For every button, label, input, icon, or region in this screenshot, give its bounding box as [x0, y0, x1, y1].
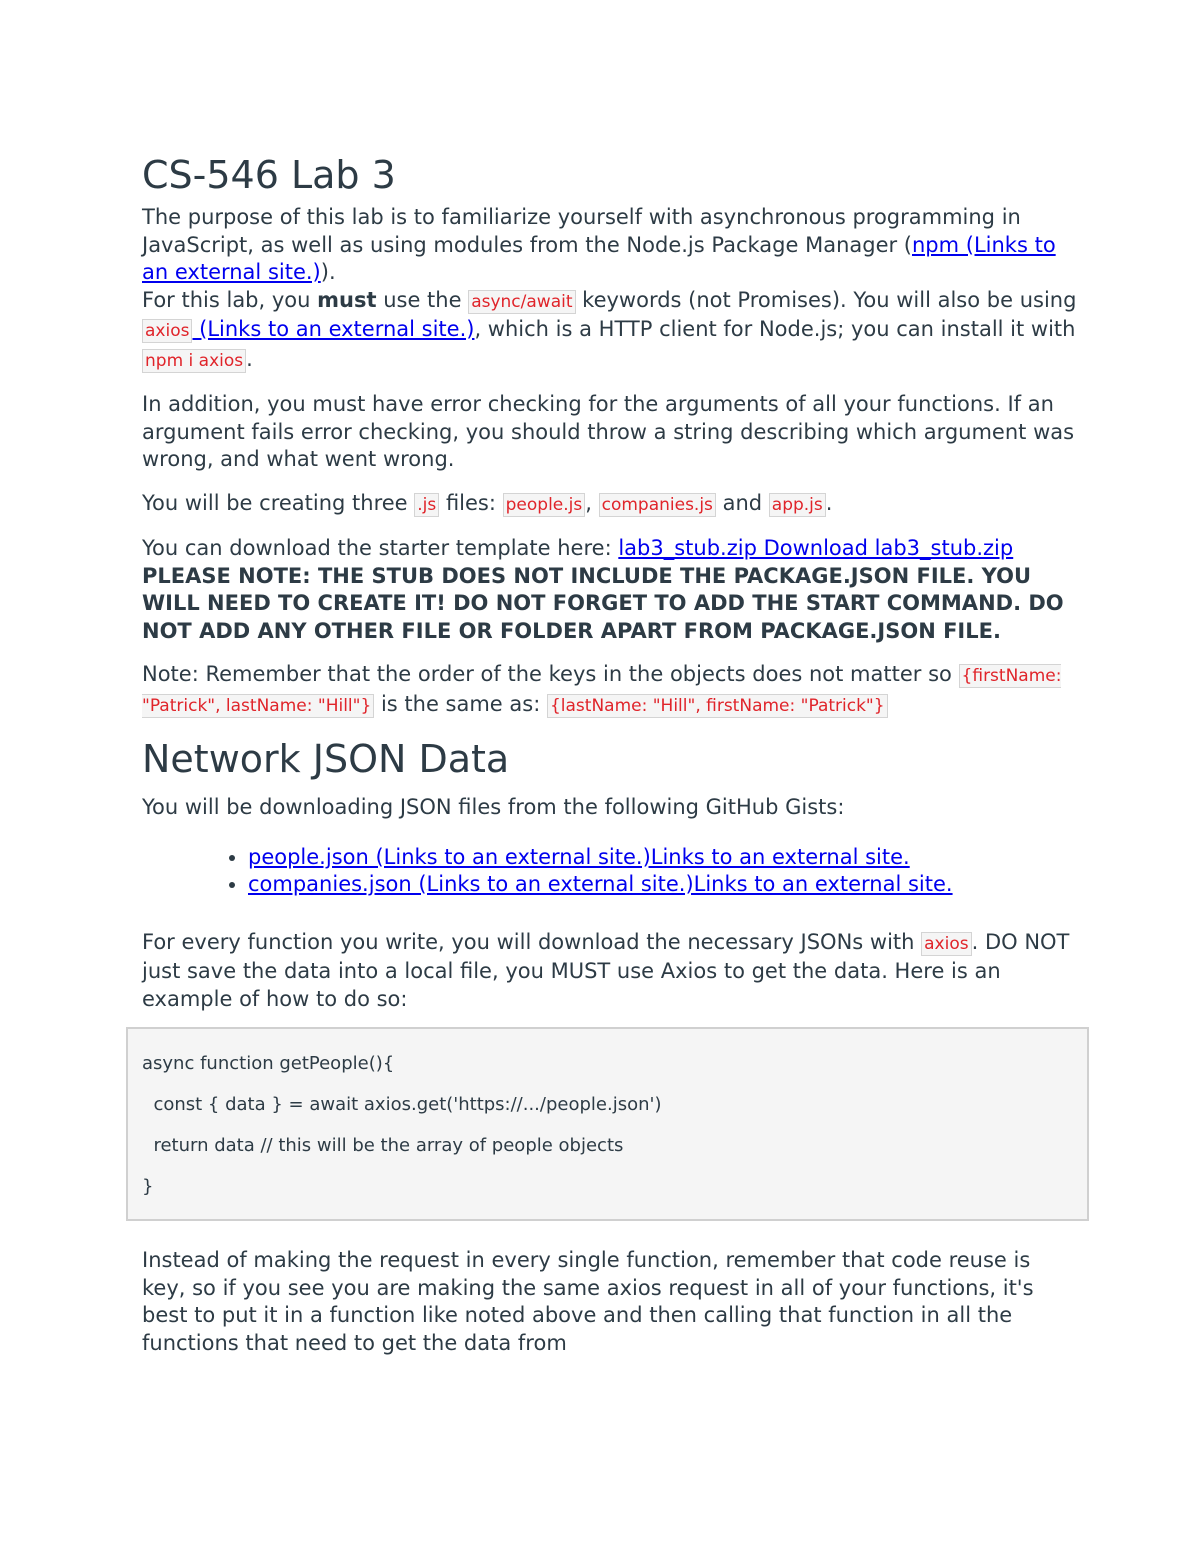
code-line: const { data } = await axios.get('https://.../people.json') — [142, 1094, 662, 1115]
js-extension-code: .js — [414, 493, 439, 517]
stub-download-link[interactable]: lab3_stub.zip Download lab3_stub.zip — [618, 536, 1014, 560]
section-title: Network JSON Data — [142, 737, 510, 781]
note-paragraph — [142, 661, 1077, 720]
list-item — [248, 844, 1077, 872]
companies-json-link[interactable]: companies.json (Links to an external site.)Links to an external site. — [248, 872, 953, 896]
people-json-link[interactable]: people.json (Links to an external site.)Links to an external site. — [248, 844, 910, 869]
async-text-c: keywords (not Promises). You will also be using — [575, 287, 1077, 312]
list-item — [248, 871, 1077, 899]
npm-install-code: npm i axios — [142, 349, 246, 373]
axios-code: axios — [142, 319, 192, 343]
reuse-paragraph: Instead of making the request in every single function, remember that code reuse is key, so if you see you are making the same axios request in all of your functions, it's best to put it in a function like noted above and then calling that function in all the functions that need to get the data from — [142, 1248, 1034, 1355]
page-title: CS-546 Lab 3 — [142, 153, 396, 197]
document-content — [142, 152, 1077, 1373]
companies-js-code: companies.js — [599, 493, 716, 517]
object-example-1-code: {firstName: "Patrick", lastName: "Hill"} — [142, 666, 1062, 716]
axios-text-a: For every function you write, you will download the necessary JSONs with — [142, 929, 922, 954]
files-text-c: , — [585, 490, 599, 515]
code-line: async function getPeople(){ — [142, 1053, 395, 1074]
files-text-a: You will be creating three — [142, 490, 415, 515]
npm-link[interactable]: npm (Links to an external site.) — [142, 232, 1056, 284]
people-js-code: people.js — [503, 493, 586, 517]
axios-inline-code: axios — [921, 932, 971, 956]
async-await-code: async/await — [468, 290, 575, 314]
async-text-b: use the — [376, 287, 469, 312]
app-js-code: app.js — [769, 493, 826, 517]
async-text-e: . — [246, 346, 253, 371]
files-paragraph — [142, 490, 1077, 520]
files-text-e: . — [825, 490, 833, 515]
async-text-a: For this lab, you — [142, 287, 318, 312]
package-json-warning: PLEASE NOTE: THE STUB DOES NOT INCLUDE THE PACKAGE.JSON FILE. YOU WILL NEED TO CREATE IT! DO NOT FORGET TO ADD THE START COMMAND. DO NOT ADD ANY OTHER FILE OR FOLDER APART FROM PACKAGE.JSON FILE. — [142, 563, 1064, 643]
code-line: } — [142, 1176, 154, 1197]
must-emphasis: must — [317, 287, 377, 312]
download-text: You can download the starter template here: — [142, 536, 619, 560]
gists-intro: You will be downloading JSON files from the following GitHub Gists: — [142, 795, 845, 819]
intro-paragraph — [142, 204, 1077, 287]
download-paragraph — [142, 535, 1077, 645]
code-block — [126, 1027, 1089, 1221]
note-text-b: is the same as: — [374, 691, 547, 716]
intro-text-end: ). — [320, 260, 336, 284]
files-text-b: files: — [439, 490, 503, 515]
gists-list — [142, 844, 1077, 899]
note-text-a: Note: Remember that the order of the keys in the objects does not matter so — [142, 662, 959, 686]
axios-paragraph — [142, 929, 1077, 1014]
axios-link[interactable]: (Links to an external site.) — [192, 317, 475, 341]
async-paragraph — [142, 287, 1077, 376]
intro-text: The purpose of this lab is to familiarize yourself with asynchronous programming in JavaScript, as well as using modules from the Node.js Package Manager ( — [142, 205, 1021, 257]
error-checking-paragraph: In addition, you must have error checking for the arguments of all your functions. If an argument fails error checking, you should throw a string describing which argument was wrong, and what went wrong. — [142, 392, 1075, 471]
files-text-d: and — [715, 490, 769, 515]
async-text-d: , which is a HTTP client for Node.js; you can install it with — [474, 317, 1076, 341]
axios-text-b: . DO NOT just save the data into a local file, you MUST use Axios to get the data. Here is an example of how to do so: — [142, 929, 1070, 1011]
code-line: return data // this will be the array of people objects — [142, 1135, 624, 1156]
object-example-2-code: {lastName: "Hill", firstName: "Patrick"} — [547, 694, 888, 718]
